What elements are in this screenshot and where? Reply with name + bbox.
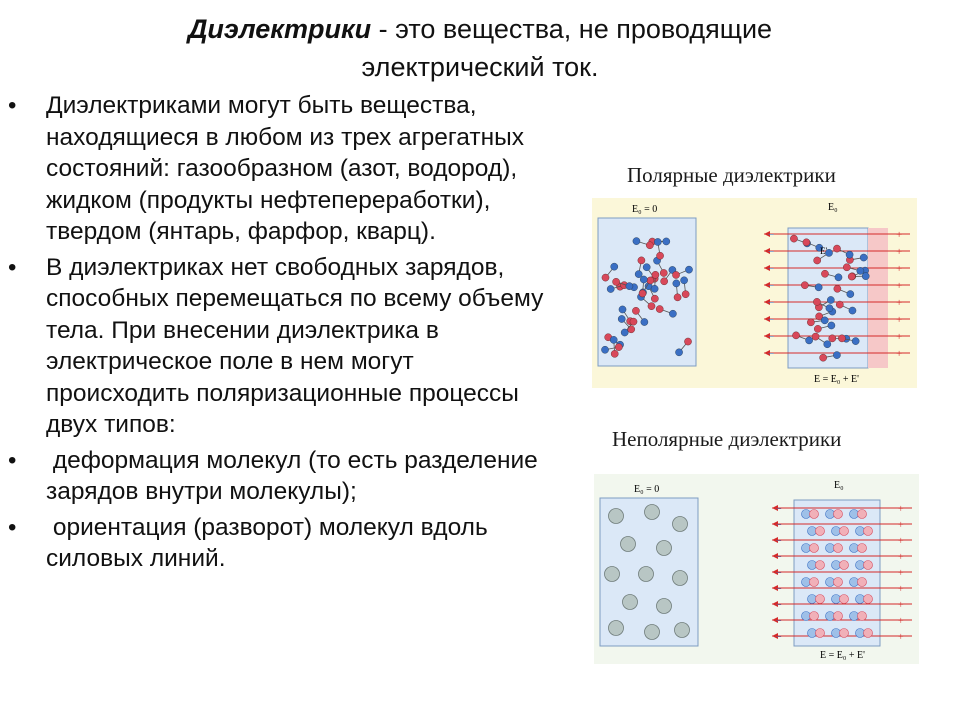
negative-charge (675, 349, 682, 356)
negative-charge (633, 238, 640, 245)
positive-charge (602, 274, 609, 281)
positive-charge (656, 305, 663, 312)
positive-charge (682, 291, 689, 298)
positive-charge (661, 278, 668, 285)
positive-charge (639, 290, 646, 297)
positive-charge (651, 295, 658, 302)
neutral-atom (609, 621, 624, 636)
negative-charge (852, 338, 859, 345)
positive-charge (807, 319, 814, 326)
label-field: E₀ (834, 480, 844, 491)
negative-charge (856, 629, 865, 638)
title-rest: - это вещества, не проводящие (371, 14, 773, 44)
positive-charge (810, 510, 819, 519)
positive-charge (803, 239, 810, 246)
neutral-atom (645, 505, 660, 520)
negative-charge (815, 284, 822, 291)
negative-charge (828, 322, 835, 329)
bullet-text: деформация молекул (то есть разделение зарядов внутри молекулы); (46, 446, 545, 505)
positive-charge (843, 264, 850, 271)
positive-charge (790, 235, 797, 242)
nonpolar-dielectric-figure (594, 474, 919, 664)
positive-charge (834, 578, 843, 587)
label-total-field: E = E₀ + E' (814, 374, 859, 385)
positive-charge (864, 629, 873, 638)
negative-charge (626, 283, 633, 290)
minus-sign: − (776, 536, 782, 547)
plus-sign: + (898, 536, 904, 547)
positive-charge (646, 242, 653, 249)
positive-charge (810, 612, 819, 621)
title-line2: электрический ток. (361, 52, 599, 82)
nonpolar-caption: Неполярные диэлектрики (612, 427, 842, 451)
positive-charge (829, 335, 836, 342)
plus-sign: + (898, 520, 904, 531)
negative-charge (824, 341, 831, 348)
positive-charge (864, 527, 873, 536)
negative-charge (806, 337, 813, 344)
bullet-text: Диэлектриками могут быть вещества, находящиеся в любом из трех агрегатных состояний: газообразном (азот, водород), жидком (продукты нефтепереработки), твердом (янтарь, фарфор, кварц). (46, 92, 525, 245)
positive-charge (816, 629, 825, 638)
positive-charge (821, 270, 828, 277)
negative-charge (833, 351, 840, 358)
neutral-atom (673, 517, 688, 532)
neutral-atom (639, 567, 654, 582)
positive-charge (611, 350, 618, 357)
plus-sign: + (898, 600, 904, 611)
minus-sign: − (776, 520, 782, 531)
positive-charge (816, 527, 825, 536)
plus-sign: + (898, 552, 904, 563)
neutral-atom (673, 571, 688, 586)
slab-in-field (794, 500, 880, 646)
negative-charge (611, 263, 618, 270)
negative-charge (673, 280, 680, 287)
negative-charge (826, 578, 835, 587)
negative-charge (826, 305, 833, 312)
positive-charge (628, 326, 635, 333)
negative-charge (826, 544, 835, 553)
positive-charge (672, 271, 679, 278)
positive-charge (632, 307, 639, 314)
bullet-marker: • (8, 513, 17, 541)
negative-charge (808, 561, 817, 570)
positive-charge (834, 510, 843, 519)
negative-charge (832, 561, 841, 570)
negative-charge (601, 346, 608, 353)
positive-charge (684, 338, 691, 345)
positive-charge (838, 335, 845, 342)
neutral-atom (609, 509, 624, 524)
positive-charge (612, 278, 619, 285)
positive-charge (674, 294, 681, 301)
negative-charge (832, 629, 841, 638)
positive-charge (652, 271, 659, 278)
neutral-atom (605, 567, 620, 582)
positive-charge (834, 544, 843, 553)
neutral-atom (621, 537, 636, 552)
negative-charge (862, 273, 869, 280)
minus-sign: − (768, 314, 775, 326)
plus-sign: + (898, 584, 904, 595)
plus-sign: + (898, 632, 904, 643)
positive-charge (858, 510, 867, 519)
positive-surface (868, 228, 888, 368)
positive-charge (858, 578, 867, 587)
neutral-atom (657, 599, 672, 614)
negative-charge (619, 306, 626, 313)
bullet-marker: • (8, 92, 17, 119)
negative-charge (802, 544, 811, 553)
negative-charge (808, 527, 817, 536)
positive-charge (813, 298, 820, 305)
minus-sign: − (776, 600, 782, 611)
negative-charge (835, 274, 842, 281)
negative-charge (850, 510, 859, 519)
minus-sign: − (776, 552, 782, 563)
positive-charge (810, 578, 819, 587)
positive-charge (656, 252, 663, 259)
plus-sign: + (896, 246, 903, 258)
positive-charge (801, 282, 808, 289)
minus-sign: − (768, 348, 775, 360)
negative-charge (802, 612, 811, 621)
positive-charge (864, 561, 873, 570)
label-no-field: E₀ = 0 (634, 484, 660, 495)
positive-charge (814, 325, 821, 332)
positive-charge (836, 301, 843, 308)
minus-sign: − (776, 504, 782, 515)
negative-charge (654, 238, 661, 245)
label-inner-field: E' (820, 246, 828, 256)
bullet-item (8, 512, 563, 575)
negative-charge (856, 595, 865, 604)
plus-sign: + (896, 314, 903, 326)
neutral-atom (645, 625, 660, 640)
minus-sign: − (768, 263, 775, 275)
positive-charge (810, 544, 819, 553)
negative-charge (850, 544, 859, 553)
label-total-field: E = E₀ + E' (820, 650, 865, 661)
minus-sign: − (776, 584, 782, 595)
neutral-atom (623, 595, 638, 610)
positive-charge (834, 612, 843, 621)
negative-charge (802, 510, 811, 519)
negative-charge (850, 612, 859, 621)
negative-charge (856, 527, 865, 536)
negative-charge (827, 296, 834, 303)
positive-charge (816, 561, 825, 570)
positive-charge (864, 595, 873, 604)
negative-charge (621, 329, 628, 336)
plus-sign: + (896, 263, 903, 275)
positive-charge (848, 273, 855, 280)
positive-charge (840, 595, 849, 604)
negative-charge (663, 238, 670, 245)
negative-charge (850, 578, 859, 587)
negative-charge (651, 285, 658, 292)
negative-charge (669, 310, 676, 317)
minus-sign: − (768, 280, 775, 292)
bullet-text: В диэлектриках нет свободных зарядов, способных перемещаться по всему объему тела. При внесении диэлектрика в электрическое поле в нем могут происходить поляризационные процессы двух типов: (46, 253, 544, 438)
minus-sign: − (768, 229, 775, 241)
negative-charge (681, 277, 688, 284)
bullet-item (8, 252, 563, 441)
bullet-marker: • (8, 253, 17, 281)
plus-sign: + (896, 348, 903, 360)
negative-charge (849, 307, 856, 314)
polar-dielectric-figure (592, 198, 917, 388)
positive-charge (816, 595, 825, 604)
bullet-marker: • (8, 446, 17, 474)
minus-sign: − (768, 246, 775, 258)
negative-charge (808, 595, 817, 604)
negative-charge (635, 271, 642, 278)
negative-charge (847, 290, 854, 297)
plus-sign: + (898, 504, 904, 515)
plus-sign: + (896, 297, 903, 309)
negative-charge (832, 595, 841, 604)
negative-charge (808, 629, 817, 638)
positive-charge (814, 257, 821, 264)
negative-charge (610, 336, 617, 343)
label-no-field: E₀ = 0 (632, 204, 658, 215)
plus-sign: + (898, 616, 904, 627)
negative-charge (643, 264, 650, 271)
negative-charge (826, 612, 835, 621)
positive-charge (615, 344, 622, 351)
positive-charge (647, 277, 654, 284)
minus-sign: − (768, 297, 775, 309)
positive-charge (858, 612, 867, 621)
title-term: Диэлектрики (187, 14, 372, 44)
positive-charge (833, 245, 840, 252)
positive-charge (840, 527, 849, 536)
negative-charge (846, 251, 853, 258)
positive-charge (660, 269, 667, 276)
minus-sign: − (776, 616, 782, 627)
positive-charge (840, 561, 849, 570)
plus-sign: + (896, 229, 903, 241)
positive-charge (792, 332, 799, 339)
neutral-atom (657, 541, 672, 556)
positive-charge (834, 285, 841, 292)
minus-sign: − (776, 632, 782, 643)
plus-sign: + (896, 331, 903, 343)
slide-title (0, 10, 960, 86)
positive-charge (648, 303, 655, 310)
negative-charge (641, 318, 648, 325)
plus-sign: + (898, 568, 904, 579)
neutral-atom (675, 623, 690, 638)
negative-charge (826, 510, 835, 519)
negative-charge (856, 561, 865, 570)
positive-charge (812, 333, 819, 340)
positive-charge (630, 318, 637, 325)
negative-charge (860, 254, 867, 261)
negative-charge (607, 285, 614, 292)
positive-charge (638, 257, 645, 264)
bullet-text: ориентация (разворот) молекул вдоль силовых линий. (46, 513, 495, 572)
negative-charge (857, 267, 864, 274)
positive-charge (858, 544, 867, 553)
bullet-item (8, 445, 563, 508)
bullet-list (8, 90, 563, 579)
bullet-item (8, 90, 563, 248)
minus-sign: − (776, 568, 782, 579)
negative-charge (832, 527, 841, 536)
minus-sign: − (768, 331, 775, 343)
negative-charge (802, 578, 811, 587)
positive-charge (820, 354, 827, 361)
plus-sign: + (896, 280, 903, 292)
label-field: E₀ (828, 202, 838, 213)
negative-charge (618, 315, 625, 322)
negative-charge (640, 276, 647, 283)
negative-charge (685, 266, 692, 273)
negative-charge (821, 317, 828, 324)
polar-caption: Полярные диэлектрики (627, 163, 836, 187)
positive-charge (840, 629, 849, 638)
